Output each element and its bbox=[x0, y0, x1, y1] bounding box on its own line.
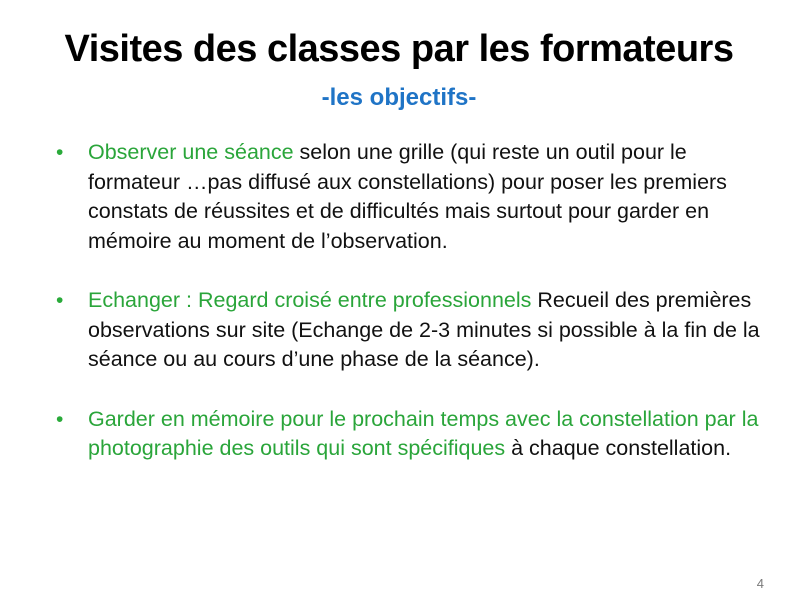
bullet-highlight: Garder en mémoire pour le prochain temps avec la constellation par la photographie des outils qui sont spécifiques bbox=[88, 406, 759, 460]
bullet-highlight: Observer une séance bbox=[88, 140, 294, 164]
bullet-text: selon une grille (qui reste un outil pour le formateur …pas diffusé aux constellations) pour poser les premiers constats de réussites et de difficultés mais surtout pour garder en mémoire au moment de l’observation. bbox=[88, 140, 727, 253]
bullet-icon: • bbox=[56, 141, 64, 164]
bullet-text: à chaque constellation. bbox=[505, 436, 732, 460]
objectives-list bbox=[56, 138, 772, 464]
bullet-icon: • bbox=[56, 407, 64, 431]
list-item bbox=[56, 138, 772, 256]
slide-subtitle: -les objectifs- bbox=[321, 84, 477, 111]
bullet-text: Recueil des premières observations sur site (Echange de 2-3 minutes si possible à la fin de la séance ou au cours d’une phase de la séance). bbox=[88, 288, 760, 371]
list-item bbox=[56, 405, 772, 464]
bullet-highlight: Echanger : Regard croisé entre professionnels bbox=[88, 288, 532, 312]
bullet-icon: • bbox=[56, 289, 64, 312]
slide-title: Visites des classes par les formateurs bbox=[64, 28, 734, 70]
list-item bbox=[56, 286, 772, 375]
page-number: 4 bbox=[756, 576, 764, 591]
